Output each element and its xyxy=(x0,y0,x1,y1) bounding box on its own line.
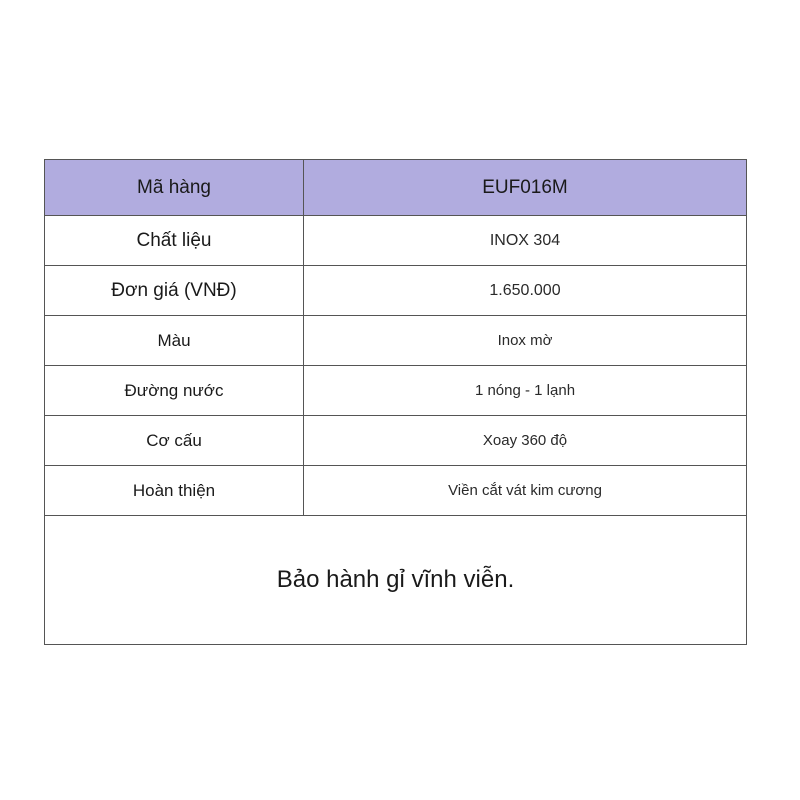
row-label: Đơn giá (VNĐ) xyxy=(45,266,304,316)
table-row-material xyxy=(45,216,747,266)
row-label: Cơ cấu xyxy=(45,416,304,466)
row-label: Hoàn thiện xyxy=(45,466,304,516)
row-value: 1.650.000 xyxy=(304,266,747,316)
row-value: Xoay 360 độ xyxy=(304,416,747,466)
table-header-row xyxy=(45,160,747,216)
row-value: INOX 304 xyxy=(304,216,747,266)
table-footer-row xyxy=(45,516,747,645)
table-row-finish xyxy=(45,466,747,516)
row-label: Màu xyxy=(45,316,304,366)
table-row-mechanism xyxy=(45,416,747,466)
table-row-color xyxy=(45,316,747,366)
row-label: Chất liệu xyxy=(45,216,304,266)
product-spec-table xyxy=(44,159,747,645)
warranty-text: Bảo hành gỉ vĩnh viễn. xyxy=(45,516,747,645)
row-label: Đường nước xyxy=(45,366,304,416)
header-label-cell: Mã hàng xyxy=(45,160,304,216)
row-value: Inox mờ xyxy=(304,316,747,366)
table-row-water-line xyxy=(45,366,747,416)
row-value: 1 nóng - 1 lạnh xyxy=(304,366,747,416)
table-row-price xyxy=(45,266,747,316)
row-value: Viền cắt vát kim cương xyxy=(304,466,747,516)
header-value-cell: EUF016M xyxy=(304,160,747,216)
